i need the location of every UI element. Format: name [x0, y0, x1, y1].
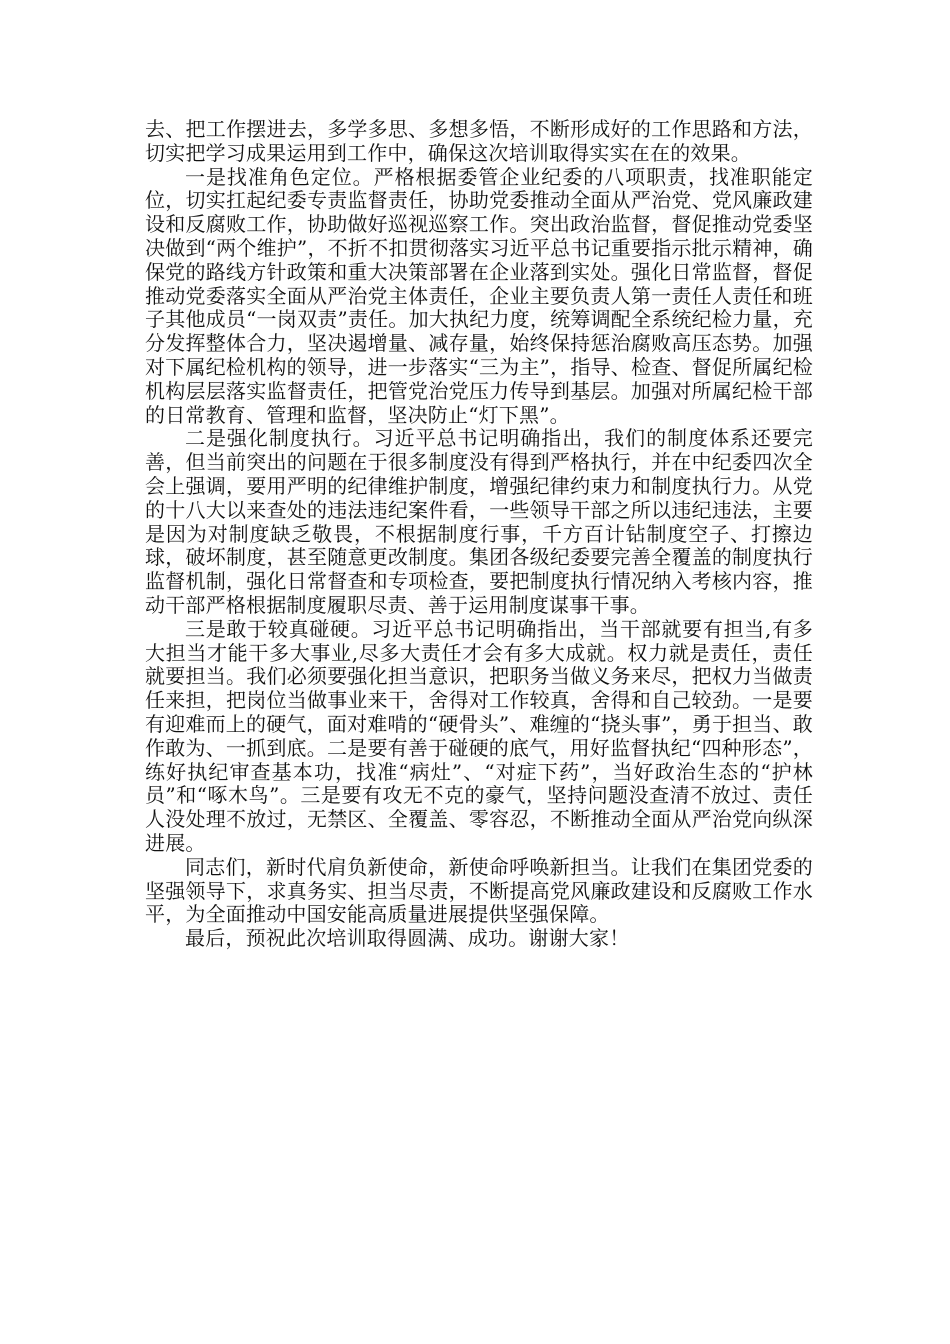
- paragraph-closing: 最后，预祝此次培训取得圆满、成功。谢谢大家！: [185, 926, 630, 951]
- paragraph-system-execution: 二是强化制度执行。习近平总书记明确指出，我们的制度体系还要完善，但当前突出的问题在于很多制度没有得到严格执行，并在中纪委四次全会上强调，要用严明的纪律维护制度，增强纪律约束力和制度执行力。从党的十八大以来查处的违法违纪案件看，一些领导干部之所以违纪违法，主要是因为对制度缺乏敬畏，不根据制度行事，千方百计钻制度空子、打擦边球，破坏制度，甚至随意更改制度。集团各级纪委要完善全覆盖的制度执行监督机制，强化日常督查和专项检查，要把制度执行情况纳入考核内容，推动干部严格根据制度履职尽责、善于运用制度谋事干事。: [145, 426, 813, 617]
- paragraph-continuation: 去、把工作摆进去，多学多思、多想多悟，不断形成好的工作思路和方法，切实把学习成果运用到工作中，确保这次培训取得实实在在的效果。: [145, 117, 813, 165]
- paragraph-comrades: 同志们，新时代肩负新使命，新使命呼唤新担当。让我们在集团党委的坚强领导下，求真务实、担当尽责，不断提高党风廉政建设和反腐败工作水平，为全面推动中国安能高质量进展提供坚强保障。: [145, 854, 813, 927]
- paragraph-role-positioning: 一是找准角色定位。严格根据委管企业纪委的八项职责，找准职能定位，切实扛起纪委专责监督责任，协助党委推动全面从严治党、党风廉政建设和反腐败工作，协助做好巡视巡察工作。突出政治监督，督促推动党委坚决做到“两个维护”，不折不扣贯彻落实习近平总书记重要指示批示精神，确保党的路线方针政策和重大决策部署在企业落到实处。强化日常监督，督促推动党委落实全面从严治党主体责任，企业主要负责人第一责任人责任和班子其他成员“一岗双责”责任。加大执纪力度，统筹调配全系统纪检力量，充分发挥整体合力，坚决遏增量、减存量，始终保持惩治腐败高压态势。加强对下属纪检机构的领导，进一步落实“三为主”，指导、检查、督促所属纪检机构层层落实监督责任，把管党治党压力传导到基层。加强对所属纪检干部的日常教育、管理和监督，坚决防止“灯下黑”。: [145, 164, 813, 427]
- paragraph-dare-to-confront: 三是敢于较真碰硬。习近平总书记明确指出，当干部就要有担当,有多大担当才能干多大事业,尽多大责任才会有多大成就。权力就是责任，责任就要担当。我们必须要强化担当意识，把职务当做义务来尽，把权力当做责任来担，把岗位当做事业来干，舍得对工作较真，舍得和自己较劲。一是要有迎难而上的硬气，面对难啃的“硬骨头”、难缠的“挠头事”，勇于担当、敢作敢为、一抓到底。二是要有善于碰硬的底气，用好监督执纪“四种形态”，练好执纪审查基本功，找准“病灶”、“对症下药”，当好政治生态的“护林员”和“啄木鸟”。三是要有攻无不克的豪气，坚持问题没查清不放过、责任人没处理不放过，无禁区、全覆盖、零容忍，不断推动全面从严治党向纵深进展。: [145, 616, 813, 855]
- document-page: [145, 118, 813, 951]
